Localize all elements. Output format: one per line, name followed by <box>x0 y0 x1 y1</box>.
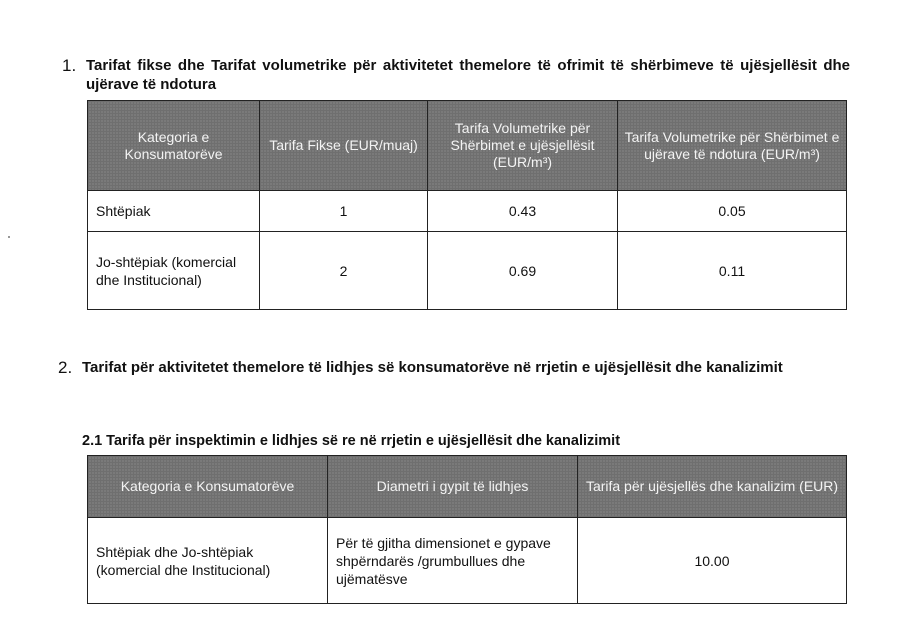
table-2-header-tariff: Tarifa për ujësjellës dhe kanalizim (EUR) <box>578 456 847 518</box>
section-2-1-heading: 2.1 Tarifa për inspektimin e lidhjes së re në rrjetin e ujësjellësit dhe kanalizimit <box>82 433 621 449</box>
table-2-cell-category: Shtëpiak dhe Jo-shtëpiak (komercial dhe Institucional) <box>88 518 328 604</box>
table-1-cell-wastewater: 0.11 <box>618 232 847 310</box>
section-2-number: 2. <box>58 358 73 377</box>
section-2-heading <box>58 358 852 377</box>
section-1-heading <box>62 56 850 94</box>
scan-speck <box>8 236 10 238</box>
table-1-header-category: Kategoria e Konsumatorëve <box>88 101 260 191</box>
table-row <box>88 518 847 604</box>
fixed-volumetric-tariffs-table <box>87 100 847 310</box>
section-2-title: Tarifat për aktivitetet themelore të lidhjes së konsumatorëve në rrjetin e ujësjellësit dhe kanalizimit <box>82 359 783 376</box>
table-2-header-category: Kategoria e Konsumatorëve <box>88 456 328 518</box>
table-1-header-fixed-tariff: Tarifa Fikse (EUR/muaj) <box>260 101 428 191</box>
table-1-cell-water: 0.43 <box>428 191 618 232</box>
table-1-cell-category: Shtëpiak <box>88 191 260 232</box>
table-1-header-water-tariff: Tarifa Volumetrike për Shërbimet e ujësjellësit (EUR/m³) <box>428 101 618 191</box>
inspection-tariff-table <box>87 455 847 604</box>
section-1-title: Tarifat fikse dhe Tarifat volumetrike për aktivitetet themelore të ofrimit të shërbimeve të ujësjellësit dhe ujërave të ndotura <box>86 57 850 93</box>
table-1-cell-wastewater: 0.05 <box>618 191 847 232</box>
table-2-header-row <box>88 456 847 518</box>
table-1-cell-fixed: 2 <box>260 232 428 310</box>
section-1-number: 1. <box>62 56 77 75</box>
table-1-header-row <box>88 101 847 191</box>
table-1-cell-water: 0.69 <box>428 232 618 310</box>
table-1-cell-category: Jo-shtëpiak (komercial dhe Institucional) <box>88 232 260 310</box>
table-1-header-wastewater-tariff: Tarifa Volumetrike për Shërbimet e ujërave të ndotura (EUR/m³) <box>618 101 847 191</box>
table-2-header-diameter: Diametri i gypit të lidhjes <box>328 456 578 518</box>
table-row <box>88 191 847 232</box>
table-2-cell-diameter: Për të gjitha dimensionet e gypave shpërndarës /grumbullues dhe ujëmatësve <box>328 518 578 604</box>
table-2-cell-tariff: 10.00 <box>578 518 847 604</box>
table-row <box>88 232 847 310</box>
table-1-cell-fixed: 1 <box>260 191 428 232</box>
